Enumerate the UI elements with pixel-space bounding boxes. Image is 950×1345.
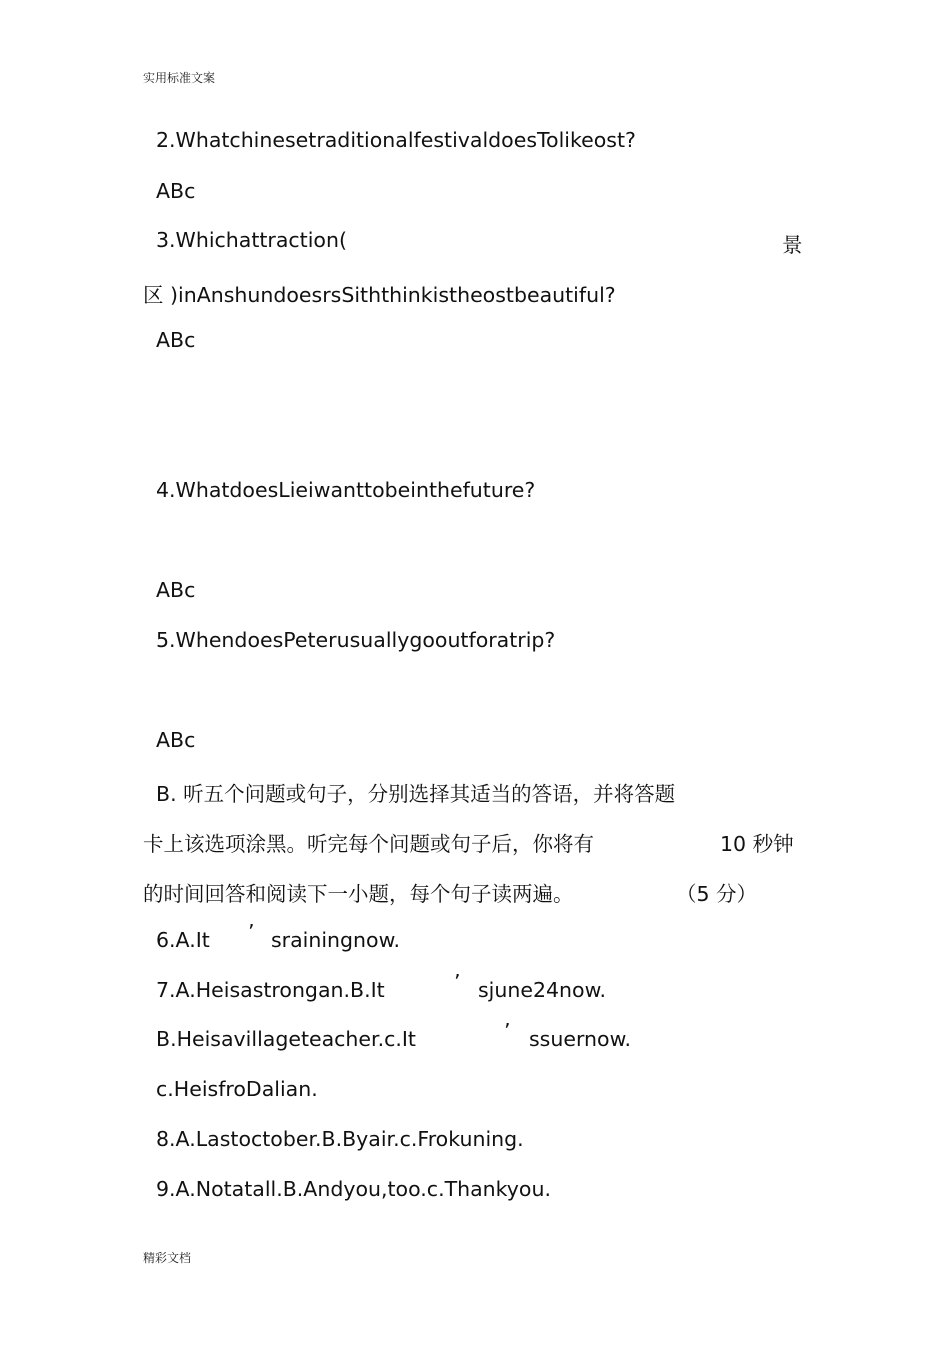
answer-9: 9.A.Notatall.B.Andyou,too.c.Thankyou. — [156, 1177, 551, 1201]
answer-8: 8.A.Lastoctober.B.Byair.c.Frokuning. — [156, 1127, 524, 1151]
answer-7-apostrophe: ’ — [454, 970, 461, 994]
answer-7-b: sjune24now. — [478, 978, 606, 1002]
answer-6-apostrophe: ’ — [248, 920, 255, 944]
answer-7b-b: ssuernow. — [529, 1027, 631, 1051]
answer-6 — [156, 920, 400, 952]
answer-6-a: 6.A.It — [156, 928, 210, 952]
question-4-options: ABc — [156, 578, 196, 602]
answer-7-third-line: c.HeisfroDalian. — [156, 1077, 318, 1101]
section-b-line-1: B. 听五个问题或句子，分别选择其适当的答语，并将答题 — [156, 782, 676, 806]
question-4: 4.WhatdoesLieiwanttobeinthefuture? — [156, 478, 536, 502]
answer-7b-a: B.Heisavillageteacher.c.It — [156, 1027, 416, 1051]
question-3-char: 景 — [782, 233, 803, 257]
section-b-points: （5 分） — [676, 882, 758, 906]
answer-7-second-line — [156, 1019, 631, 1051]
question-3-start: 3.Whichattraction( — [156, 228, 347, 252]
answer-6-b: srainingnow. — [271, 928, 400, 952]
question-3-continuation: 区 )inAnshundoesrsSiththinkistheostbeautiful? — [143, 283, 616, 307]
section-b-line-2-text: 卡上该选项涂黑。听完每个问题或句子后，你将有 — [143, 832, 594, 856]
section-b-line-3-text: 的时间回答和阅读下一小题，每个句子读两遍。 — [143, 882, 574, 906]
question-5-options: ABc — [156, 728, 196, 752]
question-5: 5.WhendoesPeterusuallygooutforatrip? — [156, 628, 556, 652]
answer-7 — [156, 970, 606, 1002]
question-3-options: ABc — [156, 328, 196, 352]
question-2: 2.WhatchinesetraditionalfestivaldoesTolikeost? — [156, 128, 636, 152]
answer-7b-apostrophe: ’ — [504, 1019, 511, 1043]
section-b-line-3 — [143, 877, 758, 907]
section-b-seconds: 10 秒钟 — [720, 832, 794, 856]
section-b-line-2 — [143, 827, 794, 857]
answer-7-a: 7.A.Heisastrongan.B.It — [156, 978, 385, 1002]
page-header: 实用标准文案 — [143, 71, 216, 85]
page-footer: 精彩文档 — [143, 1251, 192, 1265]
question-2-options: ABc — [156, 179, 196, 203]
